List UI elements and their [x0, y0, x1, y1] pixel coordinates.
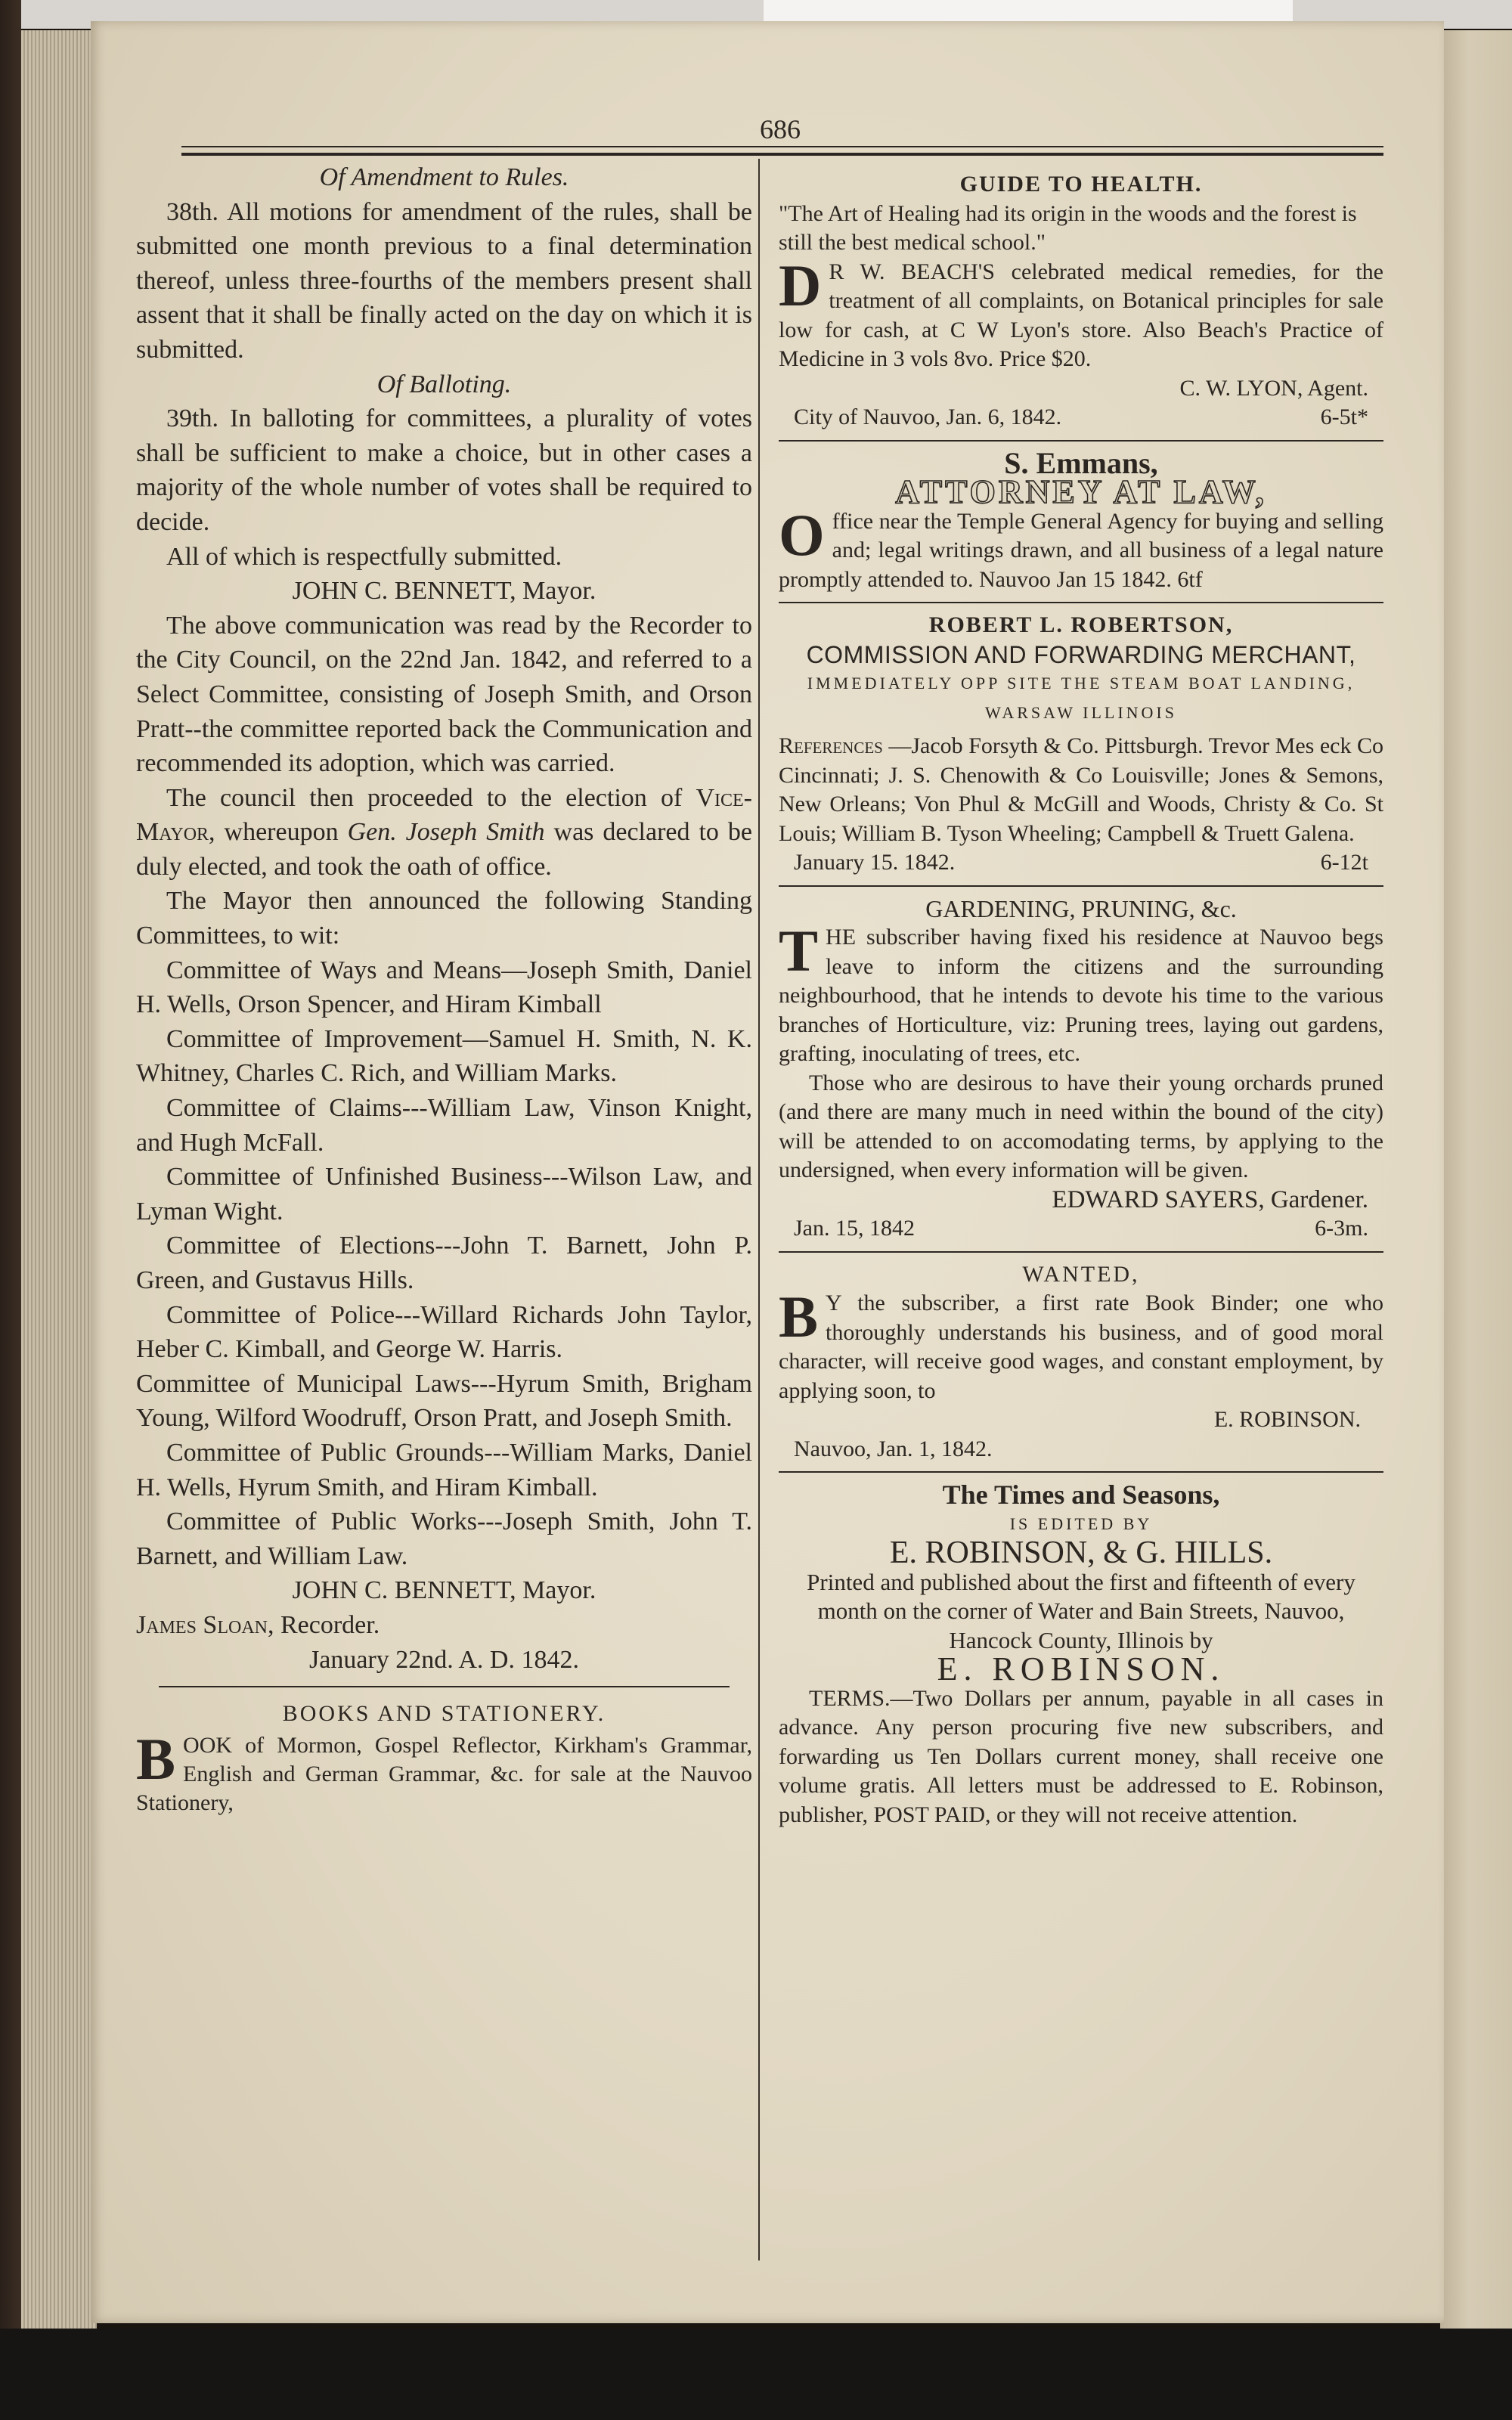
health-ad-text: R W. BEACH'S celebrated medical remedies, for the treatment of all complaints, on Botanical principles for sale low for cash, at C W Lyon's store. Also Beach's Practice of Medicine in 3 vols 8vo. Price $20.	[779, 259, 1383, 371]
books-heading: BOOKS AND STATIONERY.	[282, 1701, 606, 1727]
health-heading: GUIDE TO HEALTH.	[959, 172, 1203, 197]
council-text-a: The council then proceeded to the election of	[166, 783, 696, 812]
gardening-heading: GARDENING, PRUNING, &c.	[925, 894, 1237, 922]
robertson-title: COMMISSION AND FORWARDING MERCHANT,	[806, 640, 1356, 668]
committee-entry: Committee of Police---Willard Richards John Taylor, Heber C. Kimball, and George W. Harris.	[136, 1300, 752, 1364]
section-rule	[779, 1471, 1383, 1473]
books-ad-text: OOK of Mormon, Gospel Reflector, Kirkham's Grammar, English and German Grammar, &c. for sale at the Nauvoo Stationery,	[136, 1732, 752, 1815]
wanted-drop-cap: B	[779, 1284, 819, 1349]
section-rule	[779, 885, 1383, 887]
mayor-signature: JOHN C. BENNETT, Mayor.	[292, 577, 596, 606]
council-election-paragraph	[136, 781, 752, 885]
robertson-town: WARSAW ILLINOIS	[985, 702, 1177, 722]
robertson-name: ROBERT L. ROBERTSON,	[928, 612, 1234, 637]
health-footer	[779, 403, 1383, 432]
section-rule	[779, 1251, 1383, 1253]
gardening-ad-text: HE subscriber having fixed his residence at Nauvoo begs leave to inform the citizens and the surrounding neighbourhood, that he intends to devote his time to the various branches of Horticulture, viz: Pruning trees, laying out gardens, grafting, inoculating of trees, etc.	[779, 925, 1383, 1066]
health-drop-cap: D	[779, 252, 822, 318]
health-code: 6-5t*	[1320, 404, 1368, 429]
amendment-heading: Of Amendment to Rules.	[319, 163, 569, 191]
emmans-drop-cap: O	[779, 501, 825, 568]
balloting-heading: Of Balloting.	[376, 370, 512, 398]
terms-paragraph	[779, 1684, 1383, 1830]
header-rule	[181, 146, 1383, 156]
committees-announcement: The Mayor then announced the following Standing Committees, to wit:	[136, 887, 752, 950]
scan-bottom-band	[0, 2329, 1512, 2420]
terms-label: TERMS.	[809, 1685, 891, 1711]
times-title: The Times and Seasons,	[942, 1480, 1220, 1510]
health-city-date: City of Nauvoo, Jan. 6, 1842.	[794, 404, 1062, 429]
health-agent: C. W. LYON, Agent.	[1179, 375, 1368, 401]
gardening-ad	[779, 918, 1383, 1069]
times-printed: Printed and published about the first and fifteenth of every month on the corner of Water and Bain Streets, Nauvoo, Hancock County, Illinois by	[807, 1568, 1356, 1653]
references-text: —Jacob Forsyth & Co. Pittsburgh. Trevor Mes eck Co Cincinnati; J. S. Chenowith & Co Louisville; Jones & Semons, New Orleans; Von Phul & McGill and Woods, Christy & Co. St Louis; William B. Tyson Wheeling; Campbell & Truett Galena.	[779, 733, 1383, 846]
terms-text: —Two Dollars per annum, payable in all cases in advance. Any person procuring five new subscribers, and forwarding us Ten Dollars current money, shall receive one volume gratis. All letters must be addressed to E. Robinson, publisher, POST PAID, or they will not receive attention.	[779, 1685, 1383, 1827]
right-column	[779, 170, 1383, 1830]
section-rule	[779, 440, 1383, 442]
committee-entry: Committee of Public Grounds---William Marks, Daniel H. Wells, Hyrum Smith, and Hiram Kimball.	[136, 1438, 752, 1501]
times-publisher: E. ROBINSON.	[937, 1650, 1225, 1687]
robertson-code: 6-12t	[1320, 850, 1368, 875]
wanted-heading: WANTED,	[1022, 1261, 1140, 1287]
next-page-edge	[1440, 30, 1512, 2329]
wanted-ad-text: Y the subscriber, a first rate Book Binder; one who thoroughly understands his business, and of good moral character, will receive good wages, and constant employment, by applying soon, to	[779, 1291, 1383, 1403]
emmans-ad	[779, 501, 1383, 595]
books-ad	[136, 1725, 752, 1817]
council-date: January 22nd. A. D. 1842.	[309, 1645, 579, 1674]
times-editors: E. ROBINSON, & G. HILLS.	[889, 1535, 1273, 1570]
elected-name: Gen. Joseph Smith	[347, 818, 545, 847]
committee-entry: Committee of Ways and Means—Joseph Smith, Daniel H. Wells, Orson Spencer, and Hiram Kimball	[136, 956, 752, 1019]
wanted-signature: E. ROBINSON.	[1213, 1407, 1361, 1432]
communication-read-paragraph: The above communication was read by the Recorder to the City Council, on the 22nd Jan. 1842, and referred to a Select Committee, consisting of Joseph Smith, and Orson Pratt--the committee reported back the Communication and recommended its adoption, which was carried.	[136, 611, 752, 778]
book-cover-edge	[0, 0, 21, 2420]
council-text-c: was declared to be duly elected, and took the oath of office.	[136, 818, 752, 881]
recorder-title: , Recorder.	[267, 1610, 380, 1639]
committee-entry: Committee of Unfinished Business---Wilson Law, and Lyman Wight.	[136, 1163, 752, 1225]
rule-38-paragraph: 38th. All motions for amendment of the rules, shall be submitted one month previous to a final determination thereof, unless three-fourths of the members present shall assent that it shall be finally acted on the day on which it is submitted.	[136, 197, 752, 364]
gardening-ad-2: Those who are desirous to have their young orchards pruned (and there are many much in need within the bound of the city) will be attended to on accomodating terms, by applying to the undersigned, when every information will be given.	[779, 1070, 1383, 1182]
rule-39-paragraph: 39th. In balloting for committees, a plurality of votes shall be sufficient to make a choice, but in other cases a majority of the whole number of votes shall be required to decide.	[136, 404, 752, 536]
emmans-ad-text: ffice near the Temple General Agency for buying and selling and; legal writings drawn, and all business of a legal nature promptly attended to. Nauvoo Jan 15 1842.	[779, 508, 1383, 592]
books-drop-cap: B	[136, 1725, 176, 1792]
health-quote: "The Art of Healing had its origin in the woods and the forest is still the best medical school."	[779, 200, 1357, 255]
gardening-date: Jan. 15, 1842	[794, 1216, 915, 1241]
section-rule	[159, 1686, 730, 1687]
robertson-footer	[779, 848, 1383, 878]
robertson-location: IMMEDIATELY OPP SITE THE STEAM BOAT LANDING,	[807, 674, 1356, 693]
committee-entry: Committee of Municipal Laws---Hyrum Smith, Brigham Young, Wilford Woodruff, Orson Pratt, and Joseph Smith.	[136, 1369, 752, 1433]
submitted-line: All of which is respectfully submitted.	[166, 542, 562, 571]
wanted-ad	[779, 1284, 1383, 1405]
emmans-title: ATTORNEY AT LAW,	[895, 473, 1267, 510]
page-number: 686	[760, 114, 801, 144]
recorder-line	[136, 1608, 752, 1643]
council-text-b: , whereupon	[209, 818, 348, 847]
robertson-date: January 15. 1842.	[794, 850, 956, 875]
committee-entry: Committee of Improvement—Samuel H. Smith, N. K. Whitney, Charles C. Rich, and William Marks.	[136, 1024, 752, 1088]
committee-entry: Committee of Public Works---Joseph Smith, John T. Barnett, and William Law.	[136, 1507, 752, 1570]
mayor-signature-final: JOHN C. BENNETT, Mayor.	[292, 1576, 596, 1605]
wanted-date: Nauvoo, Jan. 1, 1842.	[794, 1436, 993, 1461]
committee-entry: Committee of Elections---John T. Barnett, John P. Green, and Gustavus Hills.	[136, 1232, 752, 1294]
robertson-references	[779, 732, 1383, 848]
book-page-edges	[21, 30, 97, 2336]
times-edited-by: IS EDITED BY	[1009, 1514, 1153, 1533]
emmans-name: S. Emmans,	[1004, 445, 1158, 480]
health-ad	[779, 252, 1383, 374]
left-column	[136, 160, 752, 1817]
gardening-drop-cap: T	[779, 918, 819, 984]
gardening-signature: EDWARD SAYERS, Gardener.	[1052, 1185, 1368, 1213]
recorder-name: James Sloan	[136, 1610, 268, 1639]
references-label: References	[779, 733, 883, 758]
column-divider	[758, 159, 760, 2260]
gardening-code: 6-3m.	[1315, 1216, 1368, 1241]
section-rule	[779, 602, 1383, 603]
emmans-code: 6tf	[1177, 566, 1203, 592]
gardening-footer	[779, 1214, 1383, 1244]
vice-mayor-text: Vice-Mayor	[136, 783, 752, 847]
committee-entry: Committee of Claims---William Law, Vinson Knight, and Hugh McFall.	[136, 1094, 752, 1157]
